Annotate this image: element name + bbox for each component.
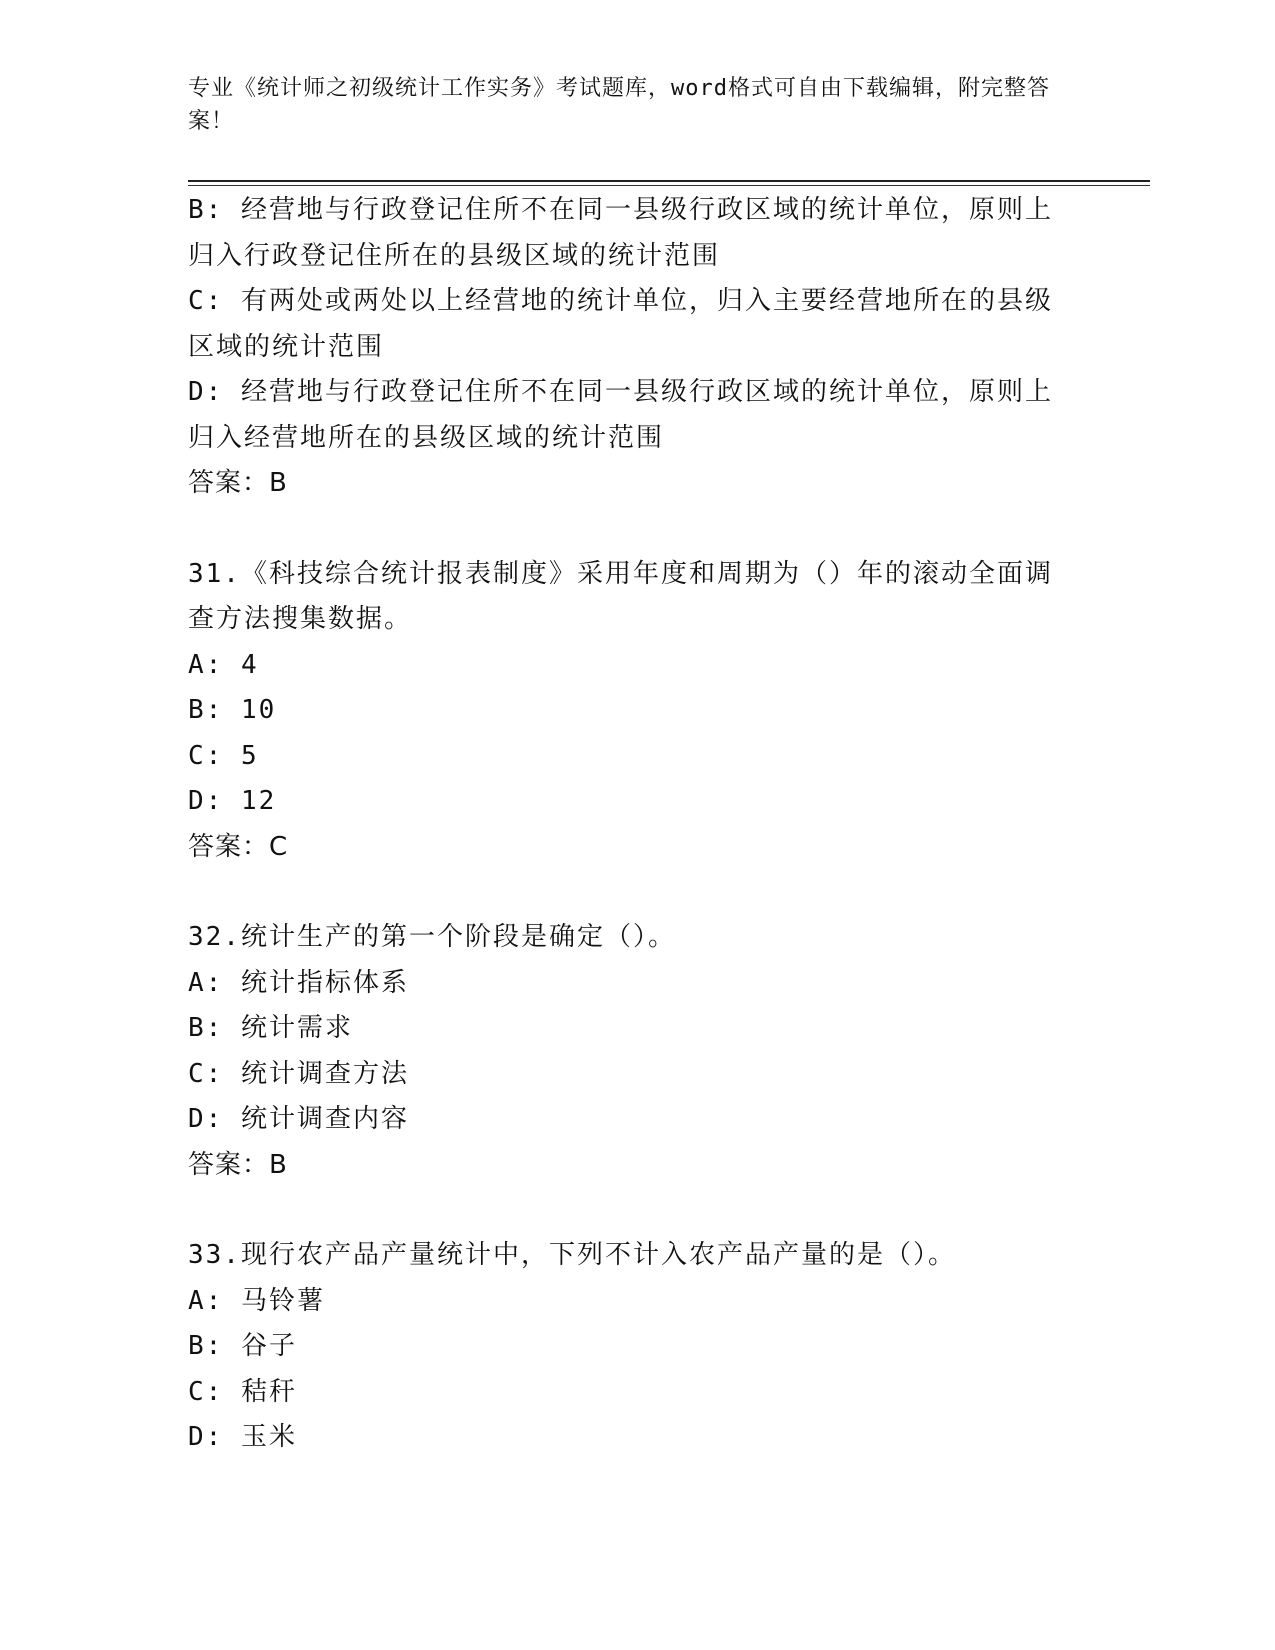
- option-a: A: 统计指标体系: [188, 967, 409, 998]
- question-31: [188, 552, 1068, 871]
- spacer: [188, 507, 1068, 552]
- spacer: [188, 870, 1068, 915]
- page-header: 专业《统计师之初级统计工作实务》考试题库，word格式可自由下载编辑，附完整答案！: [188, 76, 1050, 134]
- option-d: D: 统计调查内容: [188, 1104, 409, 1134]
- option-c: C: 统计调查方法: [188, 1058, 409, 1089]
- answer-label: 答案：B: [188, 1149, 288, 1180]
- previous-question: [188, 188, 1068, 507]
- option-b: B: 经营地与行政登记住所不在同一县级行政区域的统计单位，原则上归入行政登记住所在的县级区域的统计范围: [188, 195, 1053, 271]
- answer-label: 答案：B: [188, 468, 288, 498]
- question-stem: 33.现行农产品产量统计中，下列不计入农产品产量的是（）。: [188, 1240, 956, 1270]
- header-divider-thin: [188, 185, 1150, 186]
- option-b: B: 10: [188, 695, 277, 725]
- header-divider-thick: [188, 180, 1150, 182]
- option-c: C: 有两处或两处以上经营地的统计单位，归入主要经营地所在的县级区域的统计范围: [188, 286, 1053, 362]
- option-b: B: 谷子: [188, 1331, 297, 1361]
- option-c: C: 5: [188, 740, 259, 771]
- option-c: C: 秸秆: [188, 1376, 297, 1407]
- question-33: [188, 1233, 1068, 1461]
- answer-label: 答案：C: [188, 831, 289, 862]
- question-content: [188, 188, 1068, 1461]
- option-d: D: 12: [188, 786, 277, 816]
- option-a: A: 马铃薯: [188, 1285, 325, 1316]
- option-d: D: 玉米: [188, 1422, 297, 1452]
- question-stem: 32.统计生产的第一个阶段是确定（）。: [188, 922, 676, 952]
- option-a: A: 4: [188, 649, 259, 680]
- option-d: D: 经营地与行政登记住所不在同一县级行政区域的统计单位，原则上归入经营地所在的县级区域的统计范围: [188, 377, 1053, 453]
- option-b: B: 统计需求: [188, 1013, 353, 1043]
- question-32: [188, 915, 1068, 1188]
- spacer: [188, 1188, 1068, 1233]
- question-stem: 31.《科技综合统计报表制度》采用年度和周期为（）年的滚动全面调查方法搜集数据。: [188, 558, 1053, 634]
